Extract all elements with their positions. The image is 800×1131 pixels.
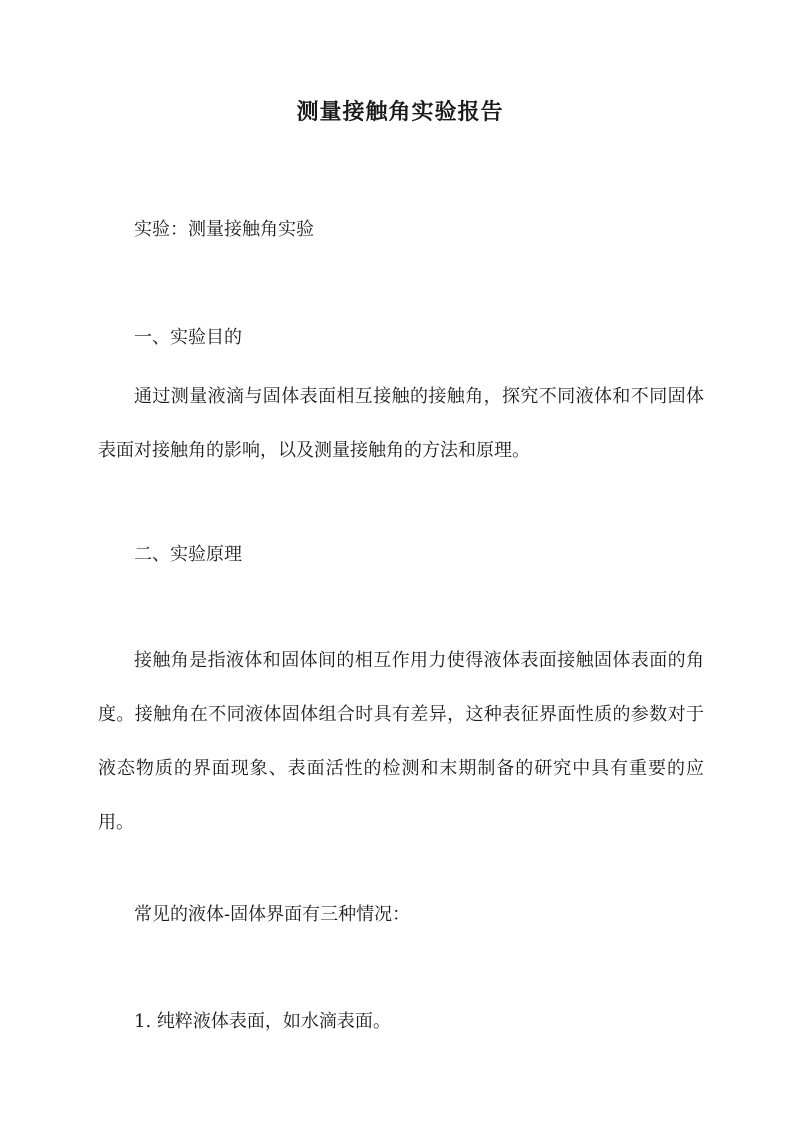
common-cases-line: 常见的液体-固体界面有三种情况： [134, 904, 411, 925]
section-heading-principle: 二、实验原理 [134, 544, 242, 565]
experiment-name-line: 实验：测量接触角实验 [134, 219, 314, 240]
principle-paragraph: 接触角是指液体和固体间的相互作用力使得液体表面接触固体表面的角度。接触角在不同液体固体组合时具有差异，这种表征界面性质的参数对于液态物质的界面现象、表面活性的检测和末期制备的研究中具有重要的应用。 [98, 650, 704, 833]
purpose-paragraph: 通过测量液滴与固体表面相互接触的接触角，探究不同液体和不同固体表面对接触角的影响，以及测量接触角的方法和原理。 [98, 386, 704, 461]
section-heading-purpose: 一、实验目的 [134, 327, 242, 348]
list-item-1: 1. 纯粹液体表面，如水滴表面。 [134, 1011, 391, 1032]
document-title: 测量接触角实验报告 [296, 99, 504, 125]
